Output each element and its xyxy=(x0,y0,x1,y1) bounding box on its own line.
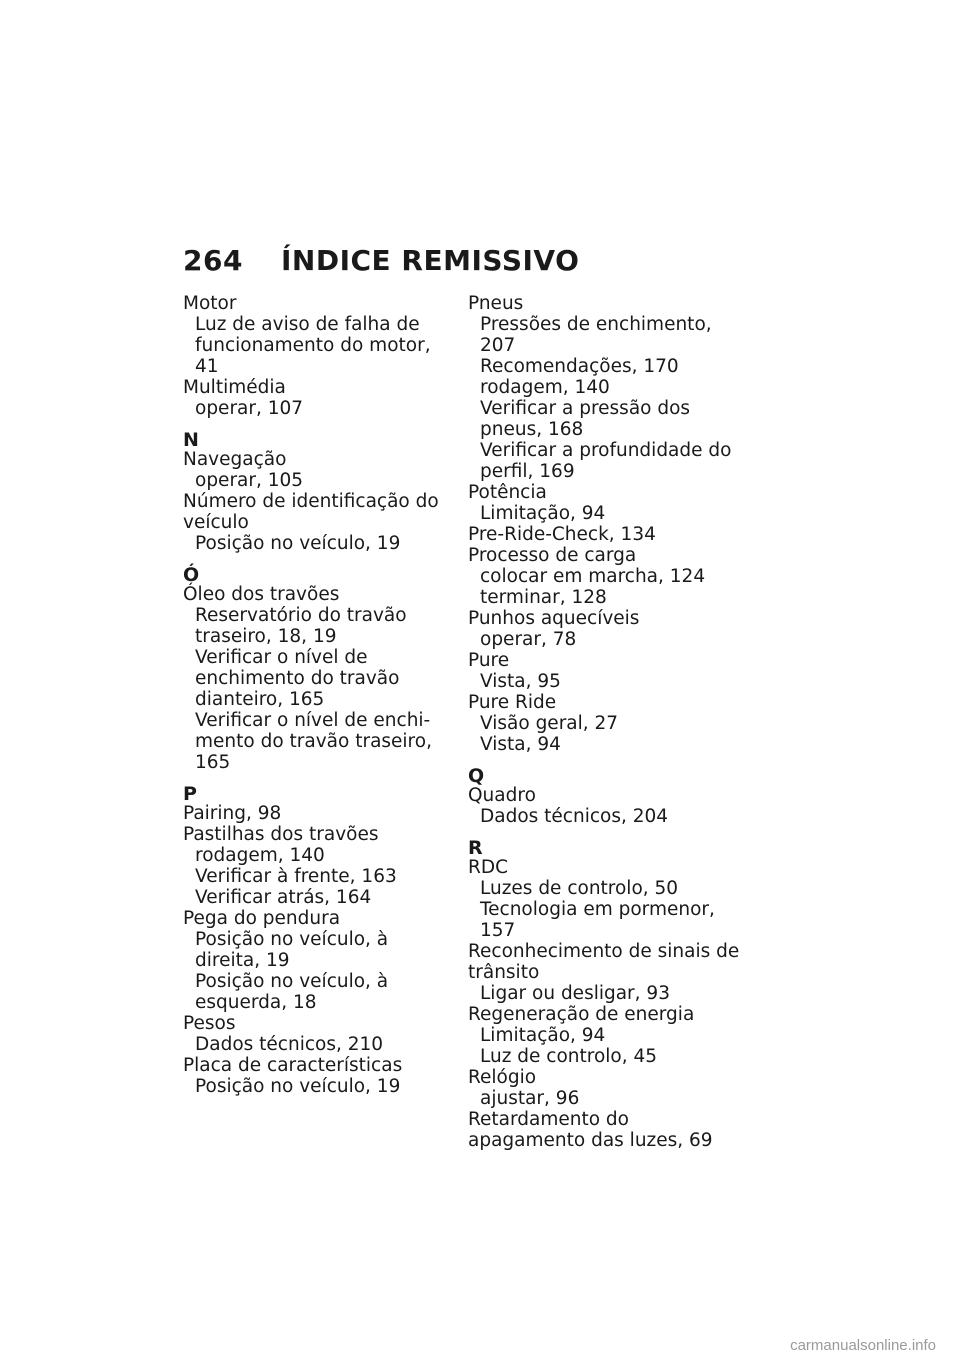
index-subentry: operar, 107 xyxy=(195,398,304,419)
index-entry xyxy=(183,1055,458,1097)
index-entry xyxy=(468,785,748,827)
index-term: Multimédia xyxy=(183,377,286,398)
index-entry xyxy=(468,608,748,650)
index-term: Processo de carga xyxy=(468,545,637,566)
index-subentry: Vista, 94 xyxy=(480,734,561,755)
index-term: Pesos xyxy=(183,1013,236,1034)
index-term: Reconhecimento de sinais de trânsito xyxy=(468,941,740,983)
index-term: Punhos aquecíveis xyxy=(468,608,640,629)
index-section-letter: N xyxy=(183,429,199,451)
index-term: Pure Ride xyxy=(468,692,557,713)
index-subentry: Posição no veículo, 19 xyxy=(195,533,401,554)
index-term: Quadro xyxy=(468,785,536,806)
index-entry xyxy=(468,650,748,692)
index-term: Pega do pendura xyxy=(183,908,341,929)
index-term: Motor xyxy=(183,293,237,314)
index-entry xyxy=(468,482,748,524)
index-entry xyxy=(468,293,748,482)
index-entry xyxy=(183,449,458,491)
index-subentry: rodagem, 140 xyxy=(480,377,610,398)
index-term: Relógio xyxy=(468,1067,537,1088)
index-entry xyxy=(183,584,458,773)
index-term: Pastilhas dos travões xyxy=(183,824,379,845)
index-subentry: Dados técnicos, 210 xyxy=(195,1034,384,1055)
index-subentry: Luzes de controlo, 50 xyxy=(480,878,679,899)
index-subentry: Posição no veículo, 19 xyxy=(195,1076,401,1097)
index-subentry: Verificar o nível de enchi-mento do travão traseiro, 165 xyxy=(195,710,432,773)
index-term: Pre-Ride-Check, 134 xyxy=(468,524,656,545)
index-term: Placa de características xyxy=(183,1055,403,1076)
index-subentry: Limitação, 94 xyxy=(480,1025,606,1046)
index-section-letter: P xyxy=(183,783,197,805)
index-subentry: Verificar atrás, 164 xyxy=(195,887,372,908)
index-section-letter: Q xyxy=(468,765,485,787)
index-subentry: ajustar, 96 xyxy=(480,1088,580,1109)
index-term: Navegação xyxy=(183,449,287,470)
index-subentry: Recomendações, 170 xyxy=(480,356,679,377)
index-subentry: Posição no veículo, à direita, 19 xyxy=(195,929,389,971)
index-subentry: Dados técnicos, 204 xyxy=(480,806,669,827)
index-subentry: Verificar à frente, 163 xyxy=(195,866,397,887)
index-entry xyxy=(468,941,748,1004)
index-subentry: Limitação, 94 xyxy=(480,503,606,524)
index-section-letter: R xyxy=(468,837,483,859)
index-subentry: colocar em marcha, 124 xyxy=(480,566,706,587)
index-column-right xyxy=(468,293,748,1151)
index-subentry: Verificar a pressão dos pneus, 168 xyxy=(480,398,691,440)
index-entry xyxy=(468,1004,748,1067)
index-term: Potência xyxy=(468,482,547,503)
index-subentry: Pressões de enchimento, 207 xyxy=(480,314,712,356)
index-subentry: rodagem, 140 xyxy=(195,845,325,866)
index-subentry: Luz de aviso de falha de funcionamento do motor, 41 xyxy=(195,314,431,377)
index-subentry: Ligar ou desligar, 93 xyxy=(480,983,670,1004)
index-subentry: Reservatório do travão traseiro, 18, 19 xyxy=(195,605,407,647)
index-term: Retardamento do apagamento das luzes, 69 xyxy=(468,1109,713,1151)
index-subentry: terminar, 128 xyxy=(480,587,607,608)
index-section-letter: Ó xyxy=(183,564,200,586)
index-subentry: Vista, 95 xyxy=(480,671,561,692)
index-subentry: Visão geral, 27 xyxy=(480,713,619,734)
index-entry xyxy=(468,1067,748,1109)
index-subentry: Tecnologia em pormenor, 157 xyxy=(480,899,715,941)
index-entry xyxy=(468,524,748,545)
index-entry xyxy=(183,803,458,824)
index-term: Óleo dos travões xyxy=(183,584,340,605)
index-subentry: operar, 78 xyxy=(480,629,577,650)
index-entry xyxy=(183,377,458,419)
index-subentry: Luz de controlo, 45 xyxy=(480,1046,658,1067)
index-entry xyxy=(183,491,458,554)
watermark: carmanualsonline.info xyxy=(790,1337,936,1354)
index-column-left xyxy=(183,293,458,1097)
index-entry xyxy=(468,545,748,608)
index-subentry: Verificar o nível de enchimento do travão dianteiro, 165 xyxy=(195,647,400,710)
index-term: Pneus xyxy=(468,293,524,314)
index-term: Pairing, 98 xyxy=(183,803,282,824)
index-entry xyxy=(468,857,748,941)
index-entry xyxy=(183,908,458,1013)
index-term: Pure xyxy=(468,650,510,671)
index-subentry: Posição no veículo, à esquerda, 18 xyxy=(195,971,389,1013)
index-subentry: Verificar a profundidade do perfil, 169 xyxy=(480,440,732,482)
index-entry xyxy=(183,293,458,377)
index-term: Regeneração de energia xyxy=(468,1004,695,1025)
index-term: RDC xyxy=(468,857,509,878)
page-title: ÍNDICE REMISSIVO xyxy=(281,244,580,277)
index-term: Número de identificação do veículo xyxy=(183,491,439,533)
index-entry xyxy=(468,1109,748,1151)
index-subentry: operar, 105 xyxy=(195,470,304,491)
index-entry xyxy=(183,1013,458,1055)
index-entry xyxy=(468,692,748,755)
page-header xyxy=(183,244,579,277)
page-number: 264 xyxy=(183,244,243,277)
index-entry xyxy=(183,824,458,908)
